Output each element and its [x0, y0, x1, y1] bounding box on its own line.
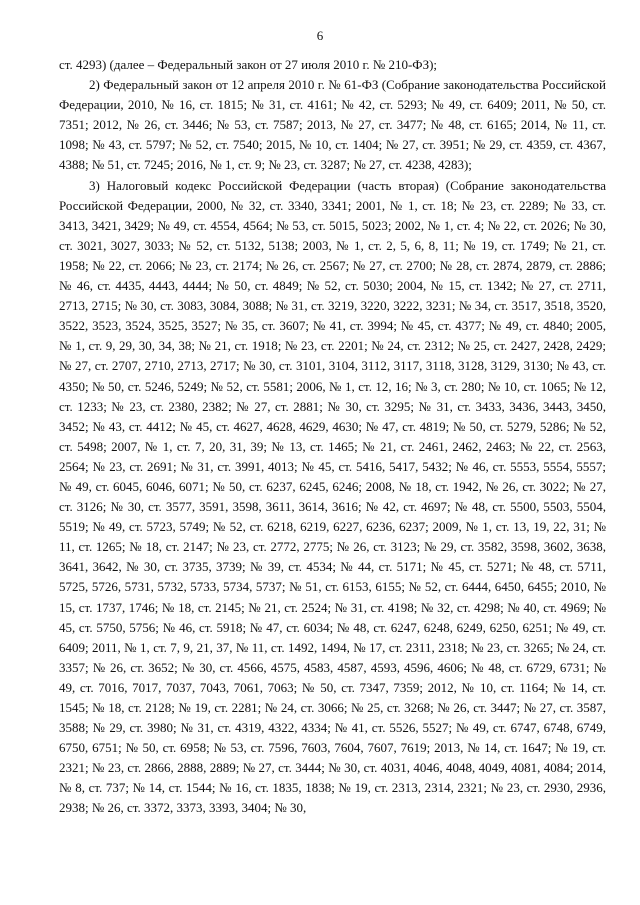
paragraph-item-3: 3) Налоговый кодекс Российской Федерации (часть вторая) (Собрание законодательства Российской Федерации, 2000, № 32, ст. 3340, 3341; 2001, № 1, ст. 18; № 23, ст. 2289; № 33, ст. 3413, 3421, 3429; № 49, ст. 4554, 4564; № 53, ст. 5015, 5023; 2002, № 1, ст. 4; № 22, ст. 2026; № 30, ст. 3021, 3027, 3033; № 52, ст. 5132, 5138; 2003, № 1, ст. 2, 5, 6, 8, 11; № 19, ст. 1749; № 21, ст. 1958; № 22, ст. 2066; № 23, ст. 2174; № 26, ст. 2567; № 27, ст. 2700; № 28, ст. 2874, 2879, ст. 2886; № 46, ст. 4435, 4443, 4444; № 50, ст. 4849; № 52, ст. 5030; 2004, № 15, ст. 1342; № 27, ст. 2711, 2713, 2715; № 30, ст. 3083, 3084, 3088; № 31, ст. 3219, 3220, 3222, 3231; № 34, ст. 3517, 3518, 3520, 3522, 3523, 3524, 3525, 3527; № 35, ст. 3607; № 41, ст. 3994; № 45, ст. 4377; № 49, ст. 4840; 2005, № 1, ст. 9, 29, 30, 34, 38; № 21, ст. 1918; № 23, ст. 2201; № 24, ст. 2312; № 25, ст. 2427, 2428, 2429; № 27, ст. 2707, 2710, 2713, 2717; № 30, ст. 3101, 3104, 3112, 3117, 3118, 3128, 3129, 3130; № 43, ст. 4350; № 50, ст. 5246, 5249; № 52, ст. 5581; 2006, № 1, ст. 12, 16; № 3, ст. 280; № 10, ст. 1065; № 12, ст. 1233; № 23, ст. 2380, 2382; № 27, ст. 2881; № 30, ст. 3295; № 31, ст. 3433, 3436, 3443, 3450, 3452; № 43, ст. 4412; № 45, ст. 4627, 4628, 4629, 4630; № 47, ст. 4819; № 50, ст. 5279, 5286; № 52, ст. 5498; 2007, № 1, ст. 7, 20, 31, 39; № 13, ст. 1465; № 21, ст. 2461, 2462, 2463; № 22, ст. 2563, 2564; № 23, ст. 2691; № 31, ст. 3991, 4013; № 45, ст. 5416, 5417, 5432; № 46, ст. 5553, 5554, 5557; № 49, ст. 6045, 6046, 6071; № 50, ст. 6237, 6245, 6246; 2008, № 18, ст. 1942, № 26, ст. 3022; № 27, ст. 3126; № 30, ст. 3577, 3591, 3598, 3611, 3614, 3616; № 42, ст. 4697; № 48, ст. 5500, 5503, 5504, 5519; № 49, ст. 5723, 5749; № 52, ст. 6218, 6219, 6227, 6236, 6237; 2009, № 1, ст. 13, 19, 22, 31; № 11, ст. 1265; № 18, ст. 2147; № 23, ст. 2772, 2775; № 26, ст. 3123; № 29, ст. 3582, 3598, 3602, 3638, 3641, 3642, № 30, ст. 3735, 3739; № 39, ст. 4534; № 44, ст. 5171; № 45, ст. 5271; № 48, ст. 5711, 5725, 5726, 5731, 5732, 5733, 5734, 5737; № 51, ст. 6153, 6155; № 52, ст. 6444, 6450, 6455; 2010, № 15, ст. 1737, 1746; № 18, ст. 2145; № 21, ст. 2524; № 31, ст. 4198; № 32, ст. 4298; № 40, ст. 4969; № 45, ст. 5750, 5756; № 46, ст. 5918; № 47, ст. 6034; № 48, ст. 6247, 6248, 6249, 6250, 6251; № 49, ст. 6409; 2011, № 1, ст. 7, 9, 21, 37, № 11, ст. 1492, 1494, № 17, ст. 2311, 2318; № 23, ст. 3265; № 24, ст. 3357; № 26, ст. 3652; № 30, ст. 4566, 4575, 4583, 4587, 4593, 4596, 4606; № 48, ст. 6729, 6731; № 49, ст. 7016, 7017, 7037, 7043, 7061, 7063; № 50, ст. 7347, 7359; 2012, № 10, ст. 1164; № 14, ст. 1545; № 18, ст. 2128; № 19, ст. 2281; № 24, ст. 3066; № 25, ст. 3268; № 26, ст. 3447; № 27, ст. 3587, 3588; № 29, ст. 3980; № 31, ст. 4319, 4322, 4334; № 41, ст. 5526, 5527; № 49, ст. 6747, 6748, 6749, 6750, 6751; № 50, ст. 6958; № 53, ст. 7596, 7603, 7604, 7607, 7619; 2013, № 14, ст. 1647; № 19, ст. 2321; № 23, ст. 2866, 2888, 2889; № 27, ст. 3444; № 30, ст. 4031, 4046, 4048, 4049, 4081, 4084; 2014, № 8, ст. 737; № 14, ст. 1544; № 16, ст. 1835, 1838; № 19, ст. 2313, 2314, 2321; № 23, ст. 2930, 2936, 2938; № 26, ст. 3372, 3373, 3393, 3404; № 30,	[59, 177, 606, 816]
page-number: 6	[316, 28, 324, 43]
paragraph-continuation: ст. 4293) (далее – Федеральный закон от 27 июля 2010 г. № 210-ФЗ);	[59, 57, 438, 72]
document-body	[59, 55, 606, 819]
paragraph-item-2: 2) Федеральный закон от 12 апреля 2010 г. № 61-ФЗ (Собрание законодательства Российской Федерации, 2010, № 16, ст. 1815; № 31, ст. 4161; № 42, ст. 5293; № 49, ст. 6409; 2011, № 50, ст. 7351; 2012, № 26, ст. 3446; № 53, ст. 7587; 2013, № 27, ст. 3477; № 48, ст. 6165; 2014, № 11, ст. 1098; № 43, ст. 5797; № 52, ст. 7540; 2015, № 10, ст. 1404; № 27, ст. 3951; № 29, ст. 4359, ст. 4367, 4388; № 51, ст. 7245; 2016, № 1, ст. 9; № 23, ст. 3287; № 27, ст. 4238, 4283);	[59, 77, 606, 173]
